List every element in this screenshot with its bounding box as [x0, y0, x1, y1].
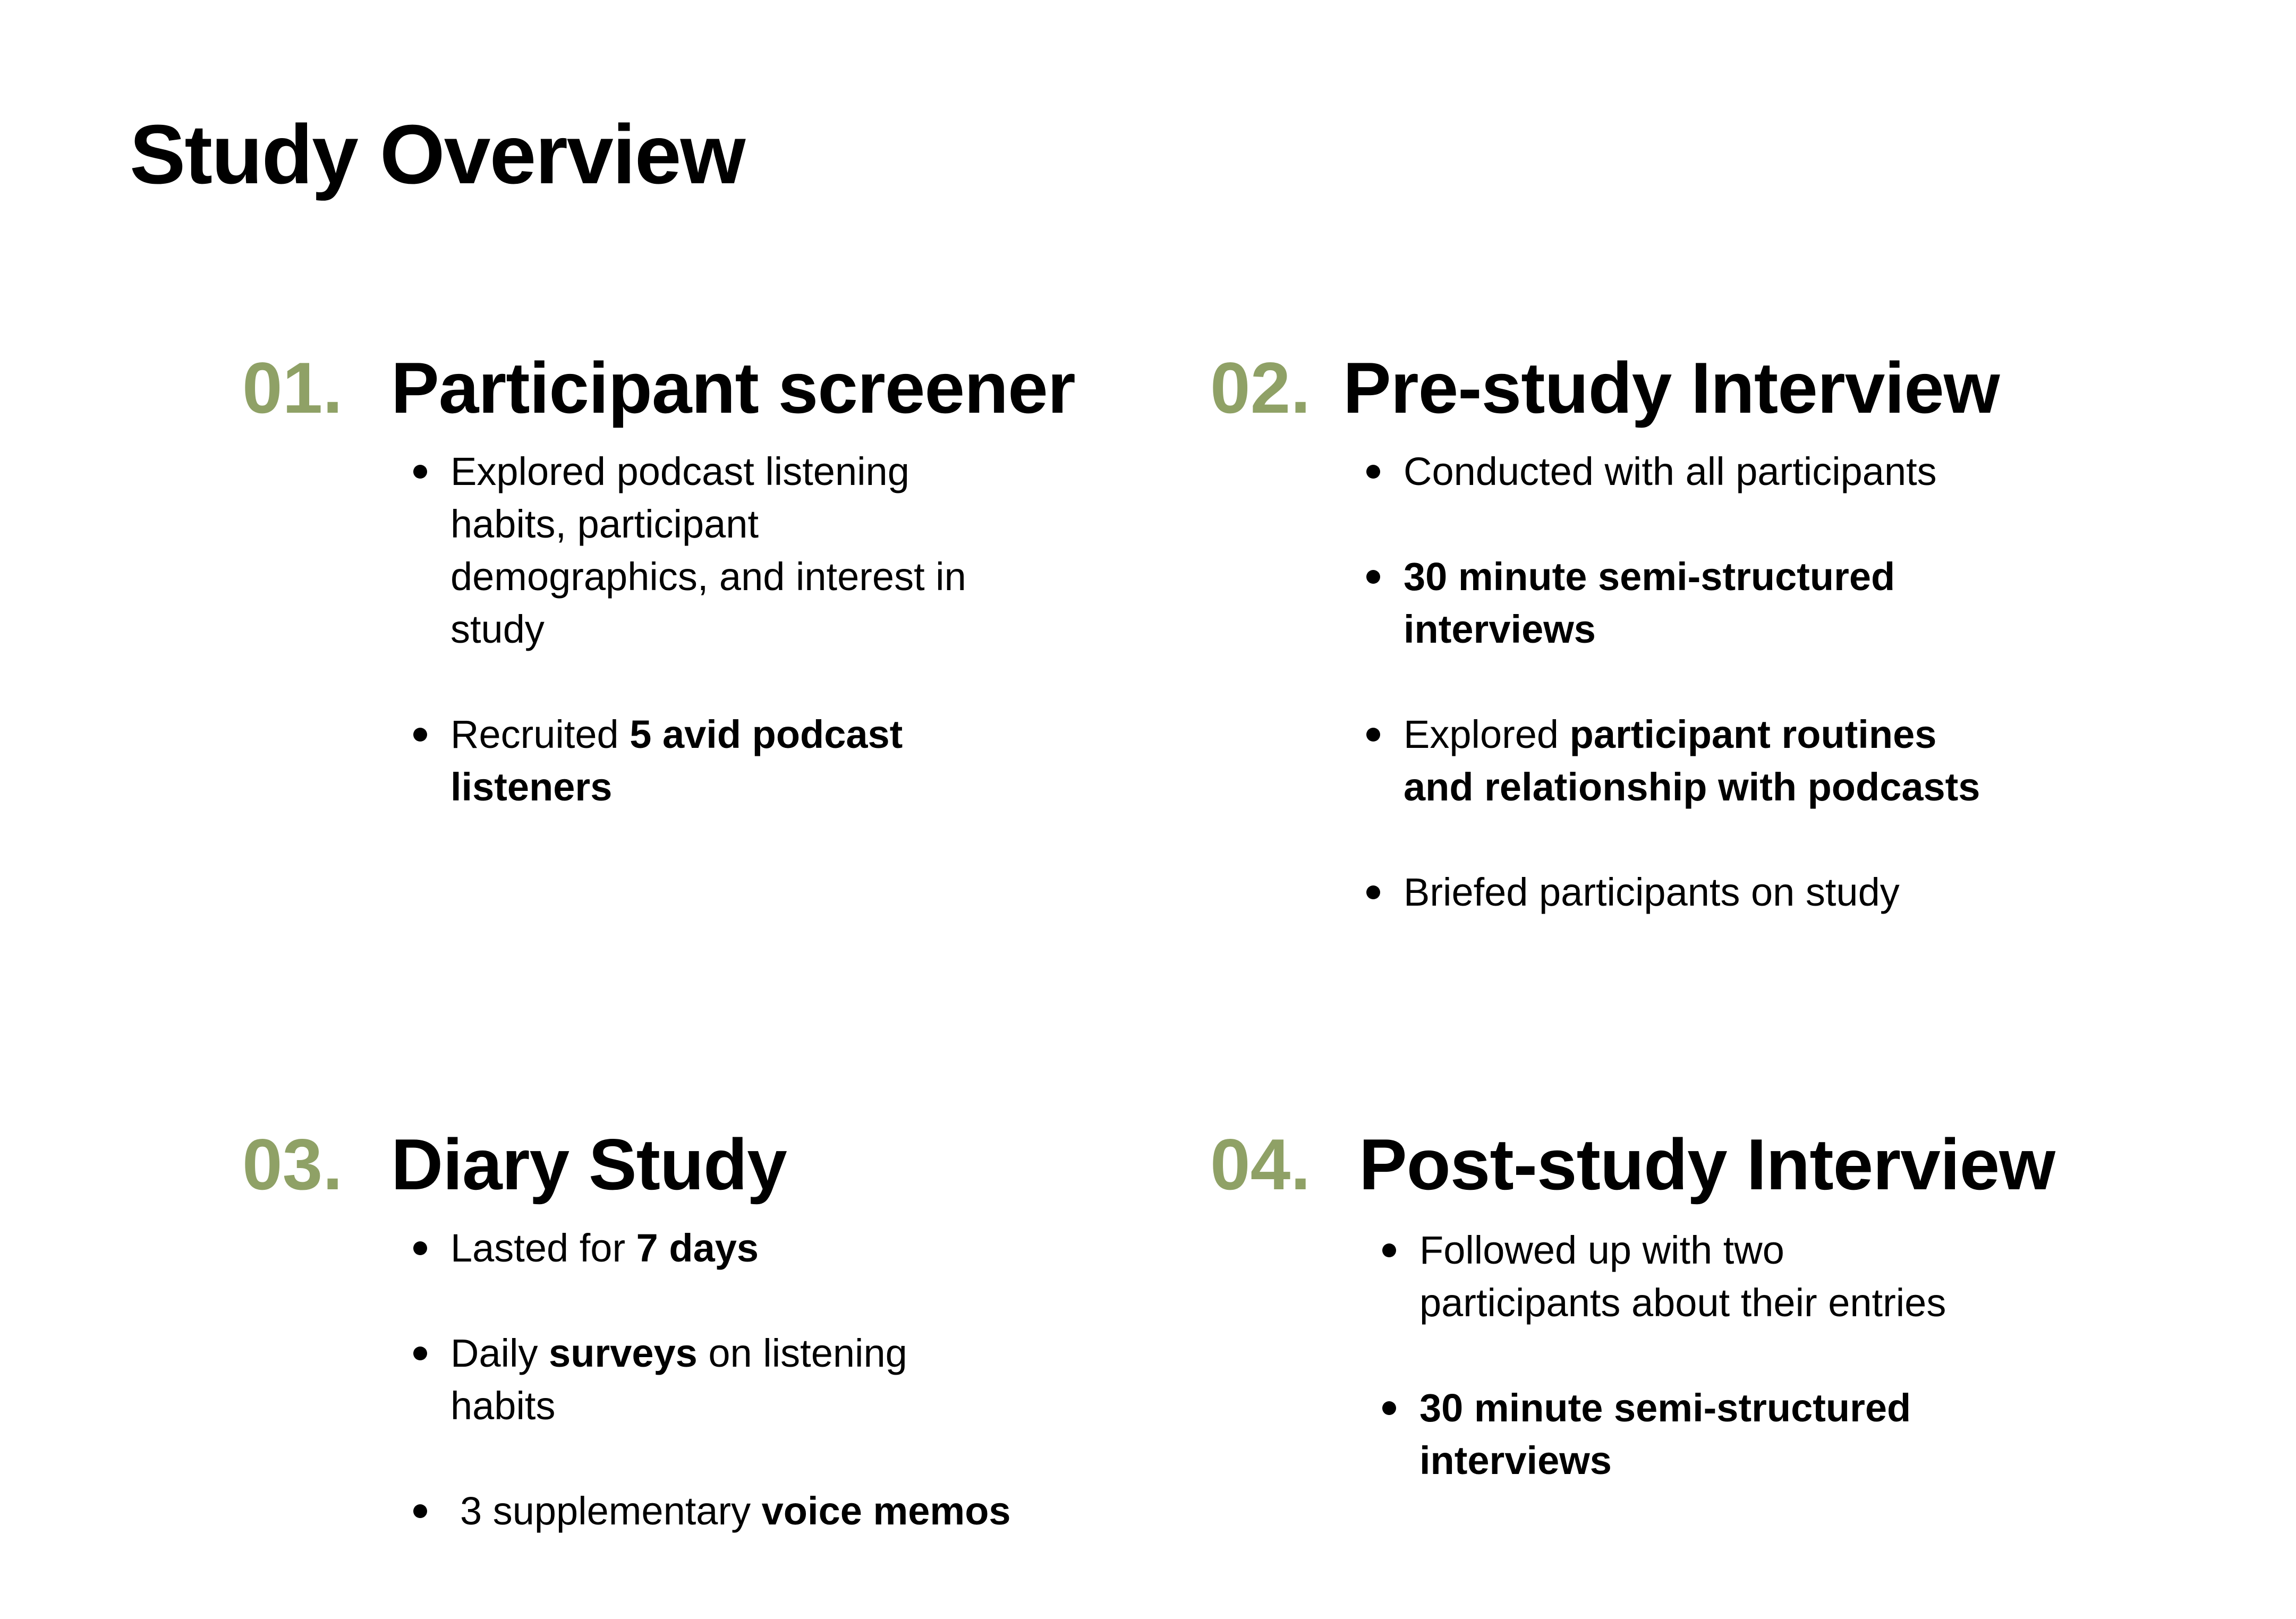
list-item: Daily surveys on listening habits [450, 1327, 982, 1432]
list-item: Explored podcast listening habits, participant demographics, and interest in study [450, 445, 1014, 655]
list-item: Recruited 5 avid podcast listeners [450, 708, 1014, 813]
list-item: Followed up with two participants about their entries [1419, 1224, 1988, 1329]
section-heading [242, 347, 1075, 428]
section-title: Participant screener [391, 347, 1075, 428]
section-diary-study [242, 1124, 787, 1205]
bullet-list-post-study-interview [1419, 1224, 1988, 1487]
bullet-dot-icon [1366, 570, 1380, 584]
list-item: 3 supplementary voice memos [450, 1485, 982, 1537]
section-post-study-interview [1210, 1124, 2055, 1205]
list-item: Lasted for 7 days [450, 1222, 982, 1274]
page-title: Study Overview [130, 108, 745, 201]
section-heading [1210, 1124, 2055, 1205]
bullet-list-participant-screener [450, 445, 1014, 813]
section-number: 01. [242, 347, 343, 428]
list-item: Conducted with all participants [1404, 445, 1988, 498]
bullet-dot-icon [1382, 1243, 1396, 1257]
section-title: Post-study Interview [1359, 1124, 2055, 1205]
bullet-dot-icon [413, 728, 427, 742]
bullet-dot-icon [1366, 885, 1380, 899]
bullet-dot-icon [413, 1504, 427, 1518]
section-pre-study-interview [1210, 347, 2000, 428]
section-number: 02. [1210, 347, 1311, 428]
list-item: 30 minute semi-structured interviews [1419, 1382, 1988, 1487]
list-item: 30 minute semi-structured interviews [1404, 550, 1988, 655]
section-heading [1210, 347, 2000, 428]
section-title: Diary Study [391, 1124, 787, 1205]
list-item: Briefed participants on study [1404, 866, 1988, 918]
bullet-dot-icon [1366, 728, 1380, 742]
bullet-list-diary-study [450, 1222, 1011, 1537]
bullet-dot-icon [1366, 465, 1380, 479]
bullet-dot-icon [413, 1241, 427, 1255]
bullet-dot-icon [413, 465, 427, 479]
section-number: 03. [242, 1124, 343, 1205]
bullet-dot-icon [413, 1347, 427, 1360]
bullet-list-pre-study-interview [1404, 445, 1988, 918]
list-item: Explored participant routines and relationship with podcasts [1404, 708, 1988, 813]
section-number: 04. [1210, 1124, 1311, 1205]
section-heading [242, 1124, 787, 1205]
section-title: Pre-study Interview [1343, 347, 2000, 428]
section-participant-screener [242, 347, 1075, 428]
bullet-dot-icon [1382, 1401, 1396, 1415]
